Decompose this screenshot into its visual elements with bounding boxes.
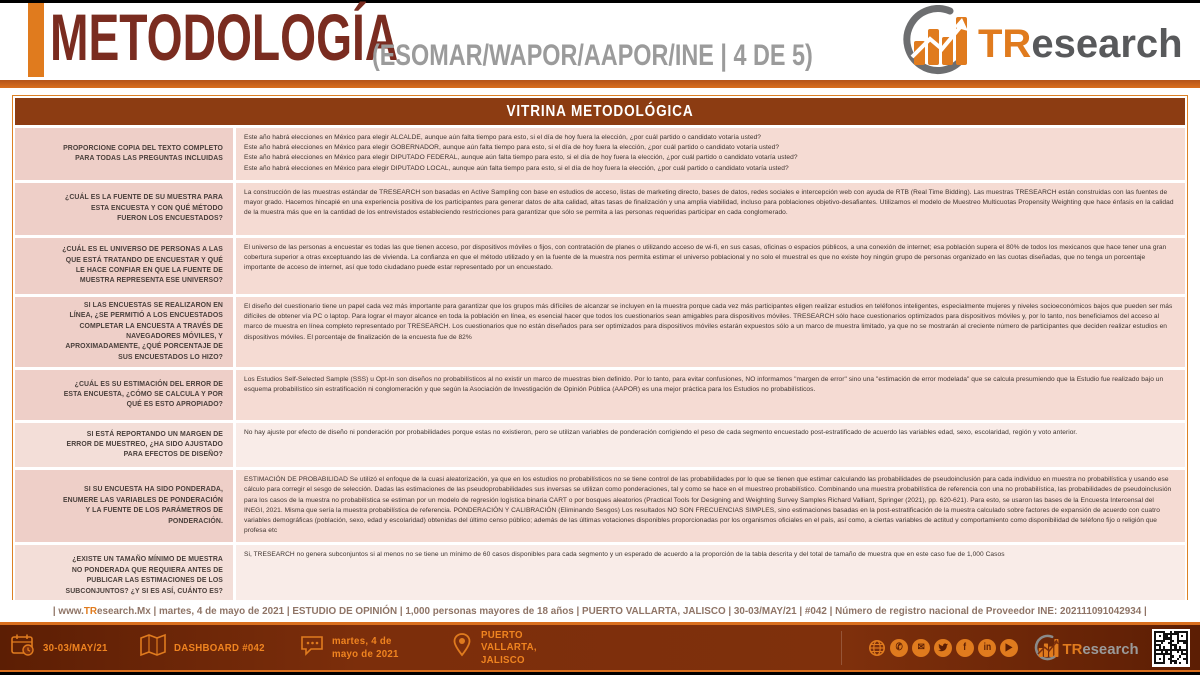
footer-strip-text [53,605,1147,617]
bottom-bar-item [450,629,573,665]
twitter-icon[interactable] [934,639,952,657]
answer-line: Este año habrá elecciones en México para elegir DIPUTADO LOCAL, aunque aún falta tiempo para esto, si el día de hoy fuera la elección, ¿por cuál partido o candidato votaría usted? [244,164,789,172]
bottom-bar-info [10,629,599,665]
bottom-bar-item-label: PUERTO VALLARTA, JALISCO [481,629,537,666]
question-cell: SI ESTÁ REPORTANDO UN MARGEN DE ERROR DE MUESTREO, ¿HA SIDO AJUSTADO PARA EFECTOS DE DISEÑO? [15,423,233,467]
answer-line: Este año habrá elecciones en México para elegir GOBERNADOR, aunque aún falta tiempo para esto, si el día de hoy fuera la elección, ¿por cuál partido o candidato votaría usted? [244,144,780,152]
logo-tr-text: TR [978,22,1032,66]
social-icons [868,639,1018,657]
answer-cell: La construcción de las muestras estándar de TRESEARCH son basadas en Active Sampling con base en estudios de acceso, listas de marketing directo, bases de datos, redes sociales e intercepción web con ayuda de RTB (Real Time Bidding). Las muestras TRESEARCH están construidas con las fuentes de mayor grado. Hacemos hincapié en una experiencia positiva de los participantes para generar datos de alta calidad, altas tasas de finalización y una amplia viabilidad, incluso para poblaciones objetivo-desafiantes. Utilizamos el modelo de Muestreo Multicuotas Propensity Weighting que hace énfasis en la calidad de la muestra más que en la cantidad de los entrevistados estableciendo restricciones para garantizar que sólo se permita a las personas requeridas participar en cada conglomerado. [236,183,1185,235]
facebook-icon[interactable]: f [956,639,974,657]
youtube-icon[interactable]: ▶ [1000,639,1018,657]
table-row [15,545,1185,607]
table-row [15,128,1185,180]
phone-icon[interactable]: ✆ [890,639,908,657]
question-cell: SI LAS ENCUESTAS SE REALIZARON EN LÍNEA, ¿SE PERMITIÓ A LOS ENCUESTADOS COMPLETAR LA ENCUESTA A TRAVÉS DE NAVEGADORES MÓVILES, Y APROXIMADAMENTE, ¿QUÉ PORCENTAJE DE SUS ENCUESTADOS LO HIZO? [15,297,233,367]
question-cell: ¿EXISTE UN TAMAÑO MÍNIMO DE MUESTRA NO PONDERADA QUE REQUIERA ANTES DE PUBLICAR LAS ESTIMACIONES DE LOS SUBCONJUNTOS? ¿Y SI ES ASÍ, CUÁNTO ES? [15,545,233,607]
map-icon [139,633,167,662]
page-subtitle: (ESOMAR/WAPOR/AAPOR/INE | 4 DE 5) [372,39,813,72]
question-cell: SI SU ENCUESTA HA SIDO PONDERADA, ENUMERE LAS VARIABLES DE PONDERACIÓN Y LA FUENTE DE LOS PARÁMETROS DE PONDERACIÓN. [15,470,233,542]
header-accent-bar [28,3,44,77]
bottom-bar-item-label: DASHBOARD #042 [174,641,266,654]
tresearch-logo [896,5,1186,82]
tresearch-logo-small-icon [1032,631,1140,665]
bottom-logo-tr-text: TR [1062,641,1083,658]
table-row [15,238,1185,294]
answer-cell: El diseño del cuestionario tiene un papel cada vez más importante para garantizar que los grupos más difíciles de alcanzar se incluyen en la muestra porque cada vez más participantes eligen realizar estudios en teléfonos inteligentes, especialmente mujeres y niveles socioeconómicos bajos que pueden ser más difíciles de obtener vía PC o laptop. Para lograr el mayor alcance en toda la población en línea, es esencial hacer que todos los cuestionarios sean amigables para dispositivos móviles. TRESEARCH sólo hace cuestionarios optimizados para dispositivos móviles y, por lo tanto, nos beneficiamos del acceso al marco de muestra en línea completo representado por TRESEARCH. Los cuestionarios que no están diseñados para ser optimizados para dispositivos móviles estarán expuestos sólo a un marco de muestra limitado, ya que no se mostrarán al creciente número de participantes que deciden realizar estudios en dispositivos móviles. El porcentaje de finalización de la encuesta fue de 82% [236,297,1185,367]
bottom-bar-item-label: martes, 4 de mayo de 2021 [332,635,399,660]
question-cell: PROPORCIONE COPIA DEL TEXTO COMPLETO PARA TODAS LAS PREGUNTAS INCLUIDAS [15,128,233,180]
bottom-bar-bottom-rule [0,670,1200,672]
logo-rest-text: esearch [1031,22,1183,66]
tresearch-logo-icon [896,5,1186,77]
qr-code [1152,629,1190,667]
bottom-bar-item-label: 30-03/MAY/21 [43,641,108,654]
footer-strip [0,600,1200,622]
calendar-icon [10,633,36,662]
footer-brand-tr: TR [83,605,98,617]
answer-cell: No hay ajuste por efecto de diseño ni ponderación por probabilidades porque estas no existieron, pero se utilizan variables de ponderación corrigiendo el peso de cada segmento encuestado post-estratificado de acuerdo las variables edad, sexo, escolaridad, región y voto anterior. [236,423,1185,467]
table-row [15,423,1185,467]
answer-cell: ESTIMACIÓN DE PROBABILIDAD Se utilizó el enfoque de la cuasi aleatorización, ya que en los estudios no probabilísticos no se tiene control de las probabilidades por lo que se tienen que estimar calculando las probabilidades de pseudoinclusión para cada individuo en muestra no probabilística y usando ese cálculo para corregir el sesgo de selección. Dadas las estimaciones de las pseudoprobabilidades sus inversas se utilizan como ponderaciones, tal y como se hace en el muestreo probabilístico. Combinando una muestra probabilística de referencia con una no probabilística, las probabilidades de pseudoinclusión para los casos de la muestra no probabilística se estiman por un modelo de regresión logística binaria CART o por bosques aleatorios (Practical Tools for Designing and Weighting Survey Samples Richard Valliant, Springer (2021), pp. 620-621). Para esto, se usaron las bases de la Encuesta Intercensal del INEGI, 2021. Misma que sería la muestra probabilística de referencia. PONDERACIÓN Y CALIBRACIÓN (Eliminando Sesgos) Los resultados NO SON FRECUENCIAS SIMPLES, sino estimaciones basadas en la post-estratificación de la muestra calculado sobre factores de expansión de acuerdo con cuatro variables demográficas (población, sexo, edad y escolaridad) obtenidas del último censo público; además de las últimas votaciones disponibles proporcionadas por los organismos oficiales en el país, así como, a ciertas variables de actitud y comportamiento como disponibilidad de teléfono fijo o religión que profesa etc [236,470,1185,542]
answer-cell [236,128,1185,180]
question-cell: ¿CUÁL ES SU ESTIMACIÓN DEL ERROR DE ESTA ENCUESTA, ¿CÓMO SE CALCULA Y POR QUÉ ES ESTO APROPIADO? [15,370,233,420]
table-row [15,370,1185,420]
bottom-bar-item [299,633,424,662]
table-title [15,98,1185,125]
table-rows [15,128,1185,607]
answer-line: Este año habrá elecciones en México para elegir DIPUTADO FEDERAL, aunque aún falta tiempo para esto, si el día de hoy fuera la elección, ¿por cuál partido o candidato votaría usted? [244,154,798,162]
bottom-logo-rest-text: esearch [1082,641,1139,658]
bottom-bar [0,625,1200,670]
email-icon[interactable]: ✉ [912,639,930,657]
location-pin-icon [450,632,474,663]
question-cell: ¿CUÁL ES EL UNIVERSO DE PERSONAS A LAS QUE ESTÁ TRATANDO DE ENCUESTAR Y QUÉ LE HACE CONFIAR EN QUE LA FUENTE DE MUESTRA REPRESENTA ESE UNIVERSO? [15,238,233,294]
globe-icon[interactable] [868,639,886,657]
methodology-table [12,95,1188,610]
answer-cell: Si, TRESEARCH no genera subconjuntos si al menos no se tiene un mínimo de 60 casos disponibles para cada segmento y un esperado de acuerdo a la proporción de la tabla descrita y del total de tamaño de muestra que en este caso fue de 1,000 Casos [236,545,1185,607]
bottom-brand [1032,631,1140,665]
bottom-bar-item [10,633,113,662]
table-row [15,183,1185,235]
page-title: METODOLOGÍA [50,0,399,74]
table-row [15,470,1185,542]
bottom-bar-divider [841,631,842,665]
question-cell: ¿CUÁL ES LA FUENTE DE SU MUESTRA PARA ESTA ENCUESTA Y CON QUÉ MÉTODO FUERON LOS ENCUESTADOS? [15,183,233,235]
header [0,0,1200,80]
speech-bubble-icon [299,633,325,662]
answer-line: Este año habrá elecciones en México para elegir ALCALDE, aunque aún falta tiempo para esto, si el día de hoy fuera la elección, ¿por cuál partido o candidato votaría usted? [244,134,761,141]
table-row [15,297,1185,367]
table-title-text: VITRINA METODOLÓGICA [506,102,694,120]
linkedin-icon[interactable]: in [978,639,996,657]
footer-details: esearch.Mx | martes, 4 de mayo de 2021 | ESTUDIO DE OPINIÓN | 1,000 personas mayores de 18 años | PUERTO VALLARTA, JALISCO | 30-03/MAY/21 | #042 | Número de registro nacional de Proveedor INE: 202111091042934 | [97,605,1147,617]
bottom-bar-item [139,633,273,662]
answer-cell: Los Estudios Self-Selected Sample (SSS) u Opt-In son diseños no probabilísticos al no existir un marco de muestras bien definido. Por lo tanto, para evitar confusiones, NO informamos "margen de error" sino una "estimación de error modelada" que se calcula presumiendo que la Estudio fue realizado bajo un esquema probabilístico sin estratificación ni conglomeración y que según la Asociación de Investigación de Opinión Pública (AAPOR) es una mejor práctica para los Estudios no probabilísticos. [236,370,1185,420]
answer-cell: El universo de las personas a encuestar es todas las que tienen acceso, por dispositivos móviles o fijos, con contratación de planes o utilizando acceso de wi-fi, en sus casas, oficinas o espacios públicos, a una conexión de internet; esa población supera el 80% de todos los mexicanos que hace tener una gran cobertura superior a otras exceptuando las de vivienda. La confianza en que el método utilizado y en la fuente de la muestra nos permita estimar el universo poblacional y no solo el muestral es que no existe hoy ningún grupo de personas organizado en las cuotas diseñadas, que no tenga un porcentaje importante de acceso de internet, así que todo ciudadano puede estar representado por un encuestado. [236,238,1185,294]
footer-url-prefix: | www. [53,605,84,617]
header-divider [0,80,1200,88]
svg-text:TResearch [978,22,1183,66]
svg-text:TResearch [1063,641,1139,657]
